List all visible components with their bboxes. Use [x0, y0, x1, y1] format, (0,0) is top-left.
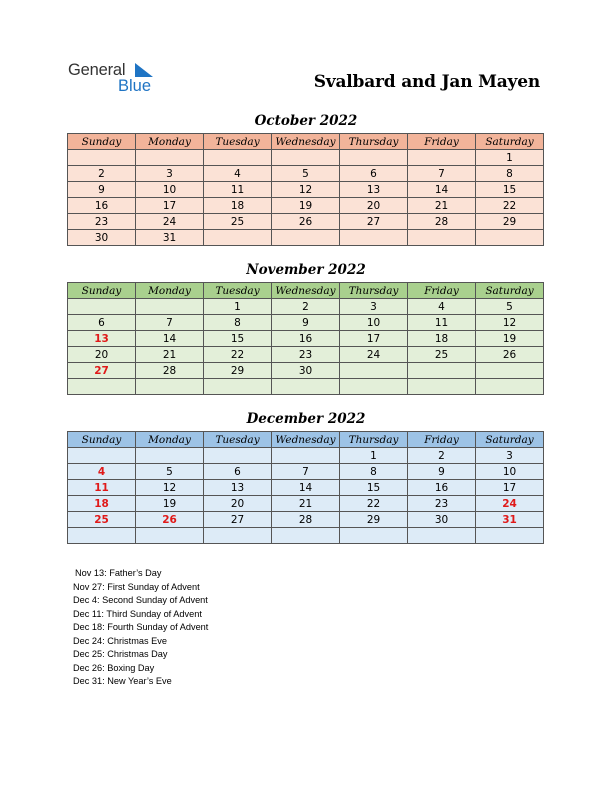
day-cell: 1 [476, 150, 544, 166]
day-cell: 24 [136, 214, 204, 230]
day-cell-holiday: 18 [68, 496, 136, 512]
weekday-header-row [68, 134, 544, 150]
holiday-item: Dec 11: Third Sunday of Advent [73, 608, 202, 619]
day-cell [136, 448, 204, 464]
day-cell: 17 [340, 331, 408, 347]
day-cell [340, 379, 408, 395]
day-cell: 17 [136, 198, 204, 214]
week-row [68, 528, 544, 544]
week-row [68, 347, 544, 363]
day-cell [204, 379, 272, 395]
holiday-item: Nov 13: Father’s Day [75, 568, 162, 578]
day-cell: 6 [68, 315, 136, 331]
day-cell [272, 528, 340, 544]
day-cell: 9 [272, 315, 340, 331]
day-cell [204, 150, 272, 166]
week-row [68, 496, 544, 512]
week-row [68, 198, 544, 214]
day-cell: 9 [408, 464, 476, 480]
day-cell-holiday: 13 [68, 331, 136, 347]
weekday-header: Saturday [476, 134, 544, 150]
week-row [68, 315, 544, 331]
day-cell [136, 150, 204, 166]
week-row [68, 512, 544, 528]
day-cell: 26 [476, 347, 544, 363]
logo-triangle-icon [135, 63, 153, 77]
day-cell [204, 230, 272, 246]
day-cell: 18 [204, 198, 272, 214]
generalblue-logo [68, 61, 168, 97]
week-row [68, 299, 544, 315]
day-cell: 6 [340, 166, 408, 182]
day-cell: 27 [204, 512, 272, 528]
holiday-item: Dec 24: Christmas Eve [73, 635, 167, 646]
day-cell [68, 299, 136, 315]
weekday-header: Saturday [476, 432, 544, 448]
day-cell: 2 [408, 448, 476, 464]
day-cell-holiday: 31 [476, 512, 544, 528]
day-cell: 18 [408, 331, 476, 347]
holiday-item: Nov 27: First Sunday of Advent [73, 581, 200, 592]
day-cell: 14 [408, 182, 476, 198]
day-cell: 29 [340, 512, 408, 528]
day-cell: 6 [204, 464, 272, 480]
day-cell [476, 528, 544, 544]
day-cell: 3 [340, 299, 408, 315]
day-cell [136, 299, 204, 315]
day-cell: 16 [68, 198, 136, 214]
week-row [68, 464, 544, 480]
weekday-header: Friday [408, 432, 476, 448]
weekday-header: Monday [136, 283, 204, 299]
week-row [68, 214, 544, 230]
day-cell: 5 [476, 299, 544, 315]
day-cell: 15 [204, 331, 272, 347]
weekday-header: Thursday [340, 134, 408, 150]
day-cell: 19 [136, 496, 204, 512]
day-cell: 7 [408, 166, 476, 182]
day-cell [68, 150, 136, 166]
day-cell: 17 [476, 480, 544, 496]
week-row [68, 331, 544, 347]
day-cell: 13 [340, 182, 408, 198]
day-cell: 8 [476, 166, 544, 182]
weekday-header: Thursday [340, 432, 408, 448]
weekday-header-row [68, 432, 544, 448]
day-cell [68, 379, 136, 395]
day-cell: 5 [272, 166, 340, 182]
day-cell: 28 [408, 214, 476, 230]
weekday-header: Thursday [340, 283, 408, 299]
day-cell [476, 230, 544, 246]
day-cell [476, 363, 544, 379]
week-row [68, 166, 544, 182]
day-cell [272, 448, 340, 464]
day-cell: 10 [476, 464, 544, 480]
day-cell: 10 [136, 182, 204, 198]
day-cell: 30 [68, 230, 136, 246]
day-cell: 11 [204, 182, 272, 198]
day-cell: 15 [340, 480, 408, 496]
weekday-header: Monday [136, 134, 204, 150]
holiday-list [73, 567, 208, 689]
day-cell: 29 [204, 363, 272, 379]
weekday-header: Monday [136, 432, 204, 448]
day-cell [408, 363, 476, 379]
day-cell: 16 [272, 331, 340, 347]
weekday-header: Sunday [68, 134, 136, 150]
day-cell [68, 528, 136, 544]
week-row [68, 448, 544, 464]
week-row [68, 379, 544, 395]
weekday-header: Tuesday [204, 283, 272, 299]
day-cell: 12 [136, 480, 204, 496]
weekday-header-row [68, 283, 544, 299]
day-cell [408, 150, 476, 166]
day-cell: 21 [408, 198, 476, 214]
day-cell: 29 [476, 214, 544, 230]
holiday-item: Dec 26: Boxing Day [73, 662, 155, 673]
week-row [68, 480, 544, 496]
logo-text-general: General [68, 61, 126, 79]
day-cell [272, 150, 340, 166]
weekday-header: Friday [408, 283, 476, 299]
weekday-header: Sunday [68, 432, 136, 448]
day-cell [68, 448, 136, 464]
day-cell [204, 448, 272, 464]
day-cell: 23 [272, 347, 340, 363]
day-cell [408, 230, 476, 246]
day-cell: 14 [272, 480, 340, 496]
day-cell: 4 [204, 166, 272, 182]
weekday-header: Saturday [476, 283, 544, 299]
weekday-header: Wednesday [272, 432, 340, 448]
day-cell: 23 [68, 214, 136, 230]
holiday-item: Dec 18: Fourth Sunday of Advent [73, 622, 209, 632]
day-cell: 22 [476, 198, 544, 214]
day-cell: 11 [408, 315, 476, 331]
day-cell-holiday: 4 [68, 464, 136, 480]
day-cell: 21 [272, 496, 340, 512]
holiday-item: Dec 4: Second Sunday of Advent [73, 595, 208, 605]
day-cell-holiday: 27 [68, 363, 136, 379]
day-cell: 7 [272, 464, 340, 480]
day-cell-holiday: 24 [476, 496, 544, 512]
day-cell-holiday: 11 [68, 480, 136, 496]
week-row [68, 150, 544, 166]
day-cell: 2 [272, 299, 340, 315]
week-row [68, 363, 544, 379]
calendar-november [67, 282, 544, 395]
day-cell [136, 379, 204, 395]
day-cell: 22 [340, 496, 408, 512]
day-cell-holiday: 25 [68, 512, 136, 528]
day-cell: 25 [204, 214, 272, 230]
day-cell: 28 [272, 512, 340, 528]
day-cell [340, 230, 408, 246]
day-cell [408, 528, 476, 544]
day-cell: 19 [476, 331, 544, 347]
day-cell: 8 [204, 315, 272, 331]
holiday-item: Dec 25: Christmas Day [73, 649, 168, 659]
day-cell: 20 [68, 347, 136, 363]
day-cell-holiday: 26 [136, 512, 204, 528]
weekday-header: Sunday [68, 283, 136, 299]
day-cell: 31 [136, 230, 204, 246]
day-cell: 3 [476, 448, 544, 464]
day-cell: 20 [204, 496, 272, 512]
day-cell: 9 [68, 182, 136, 198]
page-title: Svalbard and Jan Mayen [313, 72, 540, 92]
weekday-header: Wednesday [272, 283, 340, 299]
day-cell: 15 [476, 182, 544, 198]
weekday-header: Wednesday [272, 134, 340, 150]
day-cell: 28 [136, 363, 204, 379]
day-cell: 1 [340, 448, 408, 464]
day-cell: 4 [408, 299, 476, 315]
day-cell: 5 [136, 464, 204, 480]
month-title-december: December 2022 [246, 411, 366, 427]
day-cell: 25 [408, 347, 476, 363]
day-cell: 7 [136, 315, 204, 331]
month-title-november: November 2022 [246, 262, 366, 278]
day-cell: 12 [272, 182, 340, 198]
day-cell: 24 [340, 347, 408, 363]
day-cell: 13 [204, 480, 272, 496]
day-cell: 21 [136, 347, 204, 363]
day-cell: 10 [340, 315, 408, 331]
day-cell: 12 [476, 315, 544, 331]
week-row [68, 182, 544, 198]
day-cell [476, 379, 544, 395]
day-cell: 20 [340, 198, 408, 214]
day-cell: 1 [204, 299, 272, 315]
day-cell: 2 [68, 166, 136, 182]
day-cell [272, 230, 340, 246]
day-cell: 30 [272, 363, 340, 379]
day-cell: 3 [136, 166, 204, 182]
day-cell: 30 [408, 512, 476, 528]
weekday-header: Tuesday [204, 134, 272, 150]
day-cell [272, 379, 340, 395]
day-cell: 22 [204, 347, 272, 363]
day-cell: 26 [272, 214, 340, 230]
day-cell: 14 [136, 331, 204, 347]
day-cell: 8 [340, 464, 408, 480]
calendar-october [67, 133, 544, 246]
day-cell [136, 528, 204, 544]
holiday-item: Dec 31: New Year’s Eve [73, 676, 172, 686]
day-cell: 27 [340, 214, 408, 230]
weekday-header: Tuesday [204, 432, 272, 448]
day-cell [340, 528, 408, 544]
calendar-december [67, 431, 544, 544]
weekday-header: Friday [408, 134, 476, 150]
week-row [68, 230, 544, 246]
day-cell: 19 [272, 198, 340, 214]
logo-text-blue: Blue [118, 77, 152, 95]
day-cell: 23 [408, 496, 476, 512]
day-cell [340, 150, 408, 166]
day-cell [204, 528, 272, 544]
day-cell: 16 [408, 480, 476, 496]
day-cell [408, 379, 476, 395]
month-title-october: October 2022 [254, 113, 358, 129]
day-cell [340, 363, 408, 379]
